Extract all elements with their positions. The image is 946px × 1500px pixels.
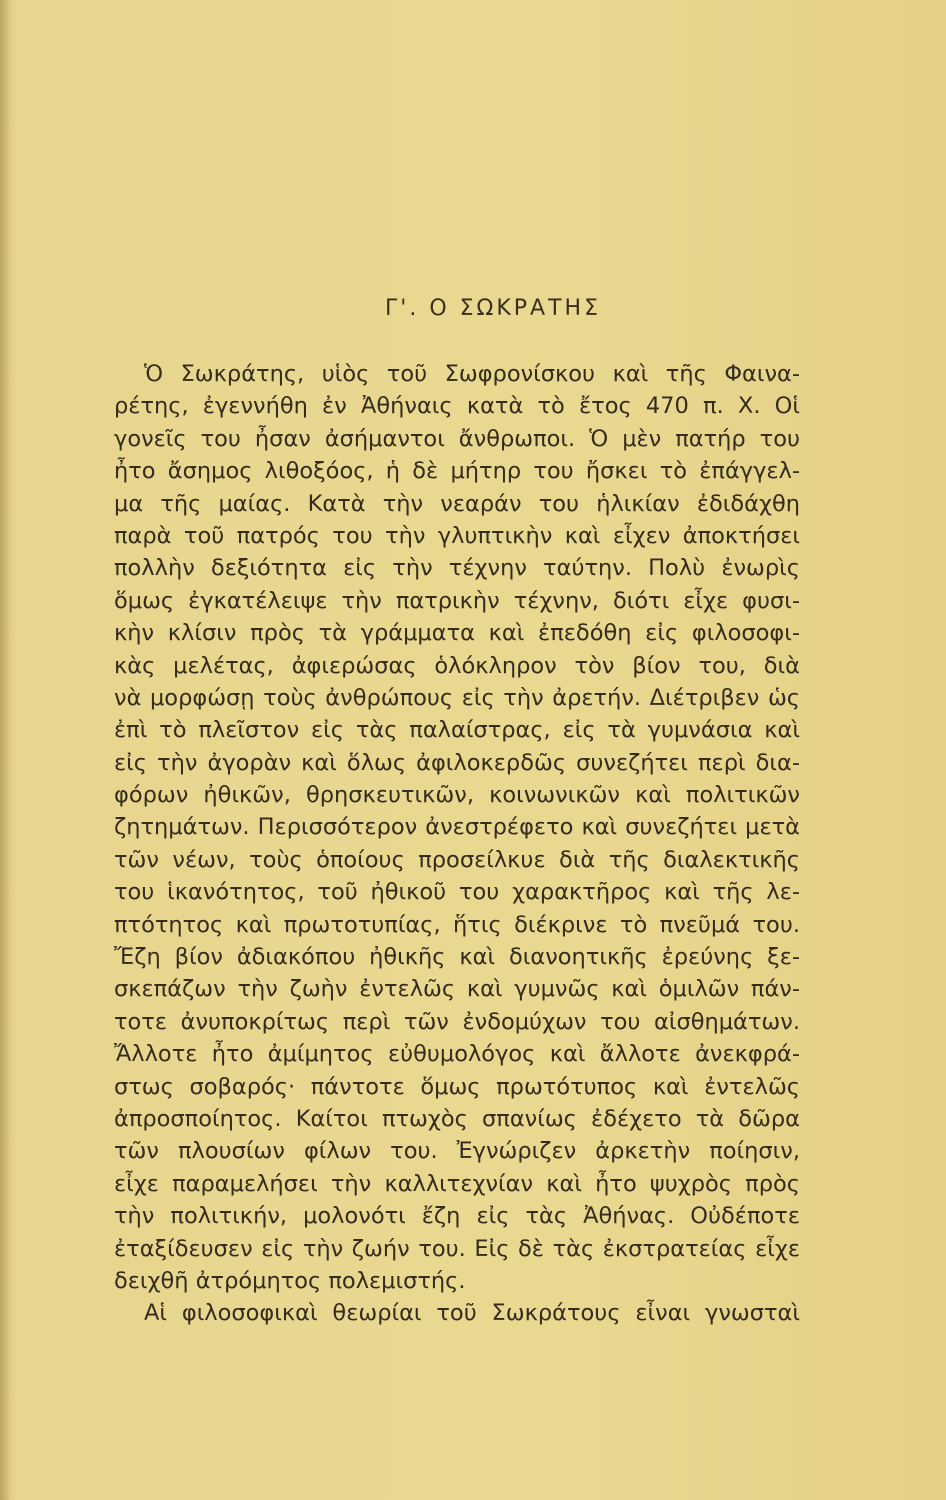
text-line: κὴν κλίσιν πρὸς τὰ γράμματα καὶ ἐπεδόθη εἰς φιλοσοφι- [114,620,800,647]
text-line: ρέτης, ἐγεννήθη ἐν Ἀθήναις κατὰ τὸ ἔτος 470 π. Χ. Οἱ [114,393,800,420]
text-line: τῶν νέων, τοὺς ὁποίους προσείλκυε διὰ τῆς διαλεκτικῆς [114,846,800,873]
text-line: νὰ μορφώσῃ τοὺς ἀνθρώπους εἰς τὴν ἀρετήν. Διέτριβεν ὡς [114,684,800,711]
text-line: στως σοβαρός· πάντοτε ὅμως πρωτότυπος καὶ ἐντελῶς [114,1073,800,1100]
text-line: ἀπροσποίητος. Καίτοι πτωχὸς σπανίως ἐδέχετο τὰ δῶρα [114,1105,800,1132]
text-line: ἐταξίδευσεν εἰς τὴν ζωήν του. Εἰς δὲ τὰς ἐκστρατείας εἶχε [114,1235,800,1262]
body-text [114,358,800,1330]
text-line: πολλὴν δεξιότητα εἰς τὴν τέχνην ταύτην. Πολὺ ἐνωρὶς [114,555,800,582]
text-line: ἦτο ἄσημος λιθοξόος, ἡ δὲ μήτηρ του ἤσκει τὸ ἐπάγγελ- [114,458,800,485]
text-line: δειχθῆ ἀτρόμητος πολεμιστής. [114,1267,466,1294]
page-spine-edge [0,0,10,1500]
text-line: τὴν πολιτικήν, μολονότι ἔζη εἰς τὰς Ἀθήνας. Οὐδέποτε [114,1203,800,1230]
text-line: μα τῆς μαίας. Κατὰ τὴν νεαράν του ἡλικίαν ἐδιδάχθη [114,490,800,517]
text-line: φόρων ἠθικῶν, θρησκευτικῶν, κοινωνικῶν καὶ πολιτικῶν [114,782,800,809]
text-line: πτότητος καὶ πρωτοτυπίας, ἥτις διέκρινε τὸ πνεῦμά του. [114,911,800,938]
text-line: Ἔζη βίον ἀδιακόπου ἠθικῆς καὶ διανοητικῆς ἐρεύνης ξε- [114,944,800,971]
text-line: Ἄλλοτε ἦτο ἀμίμητος εὐθυμολόγος καὶ ἄλλοτε ἀνεκφρά- [114,1041,800,1068]
text-line: σκεπάζων τὴν ζωὴν ἐντελῶς καὶ γυμνῶς καὶ ὁμιλῶν πάν- [114,976,800,1003]
text-line: εἶχε παραμελήσει τὴν καλλιτεχνίαν καὶ ἦτο ψυχρὸς πρὸς [114,1170,800,1197]
text-line: παρὰ τοῦ πατρός του τὴν γλυπτικὴν καὶ εἶχεν ἀποκτήσει [114,522,800,549]
text-line: ἐπὶ τὸ πλεῖστον εἰς τὰς παλαίστρας, εἰς τὰ γυμνάσια καὶ [114,717,800,744]
text-line: Ὁ Σωκράτης, υἱὸς τοῦ Σωφρονίσκου καὶ τῆς Φαινα- [144,361,800,387]
text-line: γονεῖς του ἦσαν ἀσήμαντοι ἄνθρωποι. Ὁ μὲν πατήρ του [114,425,800,452]
text-line: του ἱκανότητος, τοῦ ἠθικοῦ του χαρακτῆρος καὶ τῆς λε- [114,879,800,906]
text-line: τῶν πλουσίων φίλων του. Ἐγνώριζεν ἀρκετὴν ποίησιν, [114,1138,800,1165]
chapter-heading: Γ'. Ο ΣΩΚΡΑΤΗΣ [385,296,601,321]
text-line: ζητημάτων. Περισσότερον ἀνεστρέφετο καὶ συνεζήτει μετὰ [114,814,800,841]
text-line: κὰς μελέτας, ἀφιερώσας ὁλόκληρον τὸν βίον του, διὰ [114,652,800,679]
text-line: ὅμως ἐγκατέλειψε τὴν πατρικὴν τέχνην, διότι εἶχε φυσι- [114,587,800,614]
text-line: εἰς τὴν ἀγορὰν καὶ ὅλως ἀφιλοκερδῶς συνεζήτει περὶ δια- [114,749,800,776]
text-line: τοτε ἀνυποκρίτως περὶ τῶν ἐνδομύχων του αἰσθημάτων. [114,1008,800,1035]
text-line: Αἱ φιλοσοφικαὶ θεωρίαι τοῦ Σωκράτους εἶναι γνωσταὶ [144,1300,800,1327]
